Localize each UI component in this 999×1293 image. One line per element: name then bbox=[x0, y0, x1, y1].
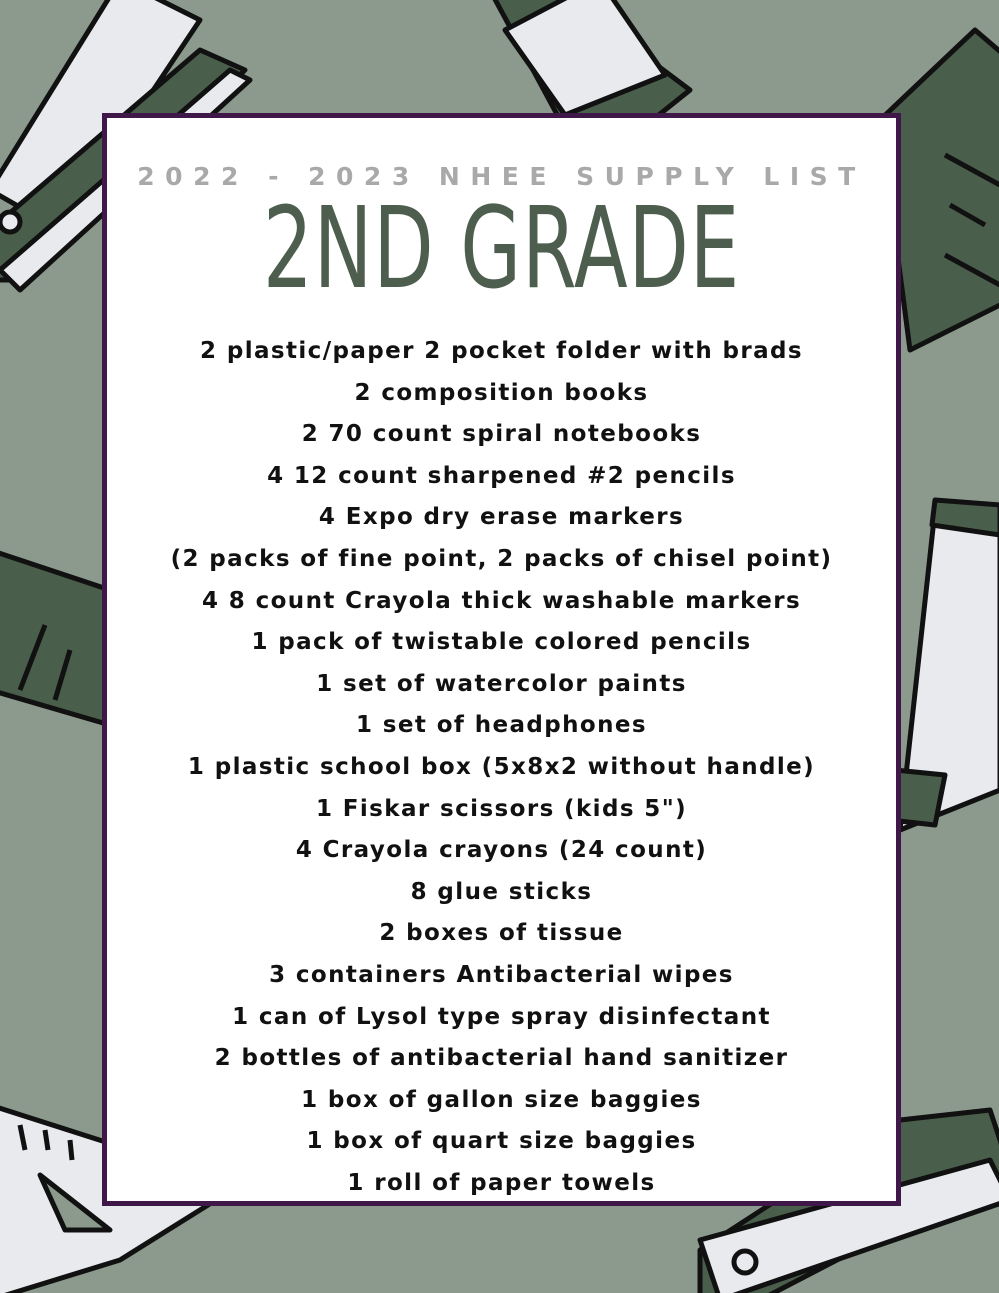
supply-list-card bbox=[102, 113, 901, 1206]
eraser-top-icon bbox=[490, 0, 690, 130]
marker-right-icon bbox=[890, 500, 999, 830]
supply-list-subtitle: 2022 - 2023 NHEE SUPPLY LIST bbox=[137, 162, 866, 191]
grade-title: 2ND GRADE bbox=[262, 184, 741, 314]
supply-item: 2 boxes of tissue bbox=[379, 920, 624, 947]
supply-item: 2 composition books bbox=[354, 379, 649, 406]
supply-item: 1 pack of twistable colored pencils bbox=[251, 629, 752, 656]
supply-item: 1 can of Lysol type spray disinfectant bbox=[232, 1003, 771, 1030]
supply-item: 4 Expo dry erase markers bbox=[318, 504, 685, 531]
supply-list bbox=[107, 331, 896, 1204]
supply-item: 8 glue sticks bbox=[410, 878, 593, 905]
supply-item: 1 Fiskar scissors (kids 5") bbox=[315, 795, 688, 822]
supply-item: 1 set of headphones bbox=[356, 712, 647, 739]
supply-item: 1 box of gallon size baggies bbox=[301, 1086, 702, 1113]
supply-item: 4 8 count Crayola thick washable markers bbox=[201, 587, 802, 614]
supply-item: 1 set of watercolor paints bbox=[316, 670, 687, 697]
supply-item: 4 Crayola crayons (24 count) bbox=[295, 837, 708, 864]
supply-item: (2 packs of fine point, 2 packs of chisel point) bbox=[170, 545, 833, 572]
supply-item: 1 roll of paper towels bbox=[347, 1169, 656, 1196]
supply-item: 1 plastic school box (5x8x2 without handle) bbox=[187, 753, 816, 780]
supply-item: 2 plastic/paper 2 pocket folder with brads bbox=[200, 338, 803, 364]
supply-item: 4 12 count sharpened #2 pencils bbox=[267, 462, 736, 489]
supply-item: 1 box of quart size baggies bbox=[306, 1128, 697, 1155]
supply-item: 3 containers Antibacterial wipes bbox=[269, 961, 734, 988]
ruler-left-icon bbox=[0, 550, 110, 725]
supply-item: 2 bottles of antibacterial hand sanitizer bbox=[214, 1045, 789, 1072]
supply-item: 2 70 count spiral notebooks bbox=[301, 421, 702, 448]
